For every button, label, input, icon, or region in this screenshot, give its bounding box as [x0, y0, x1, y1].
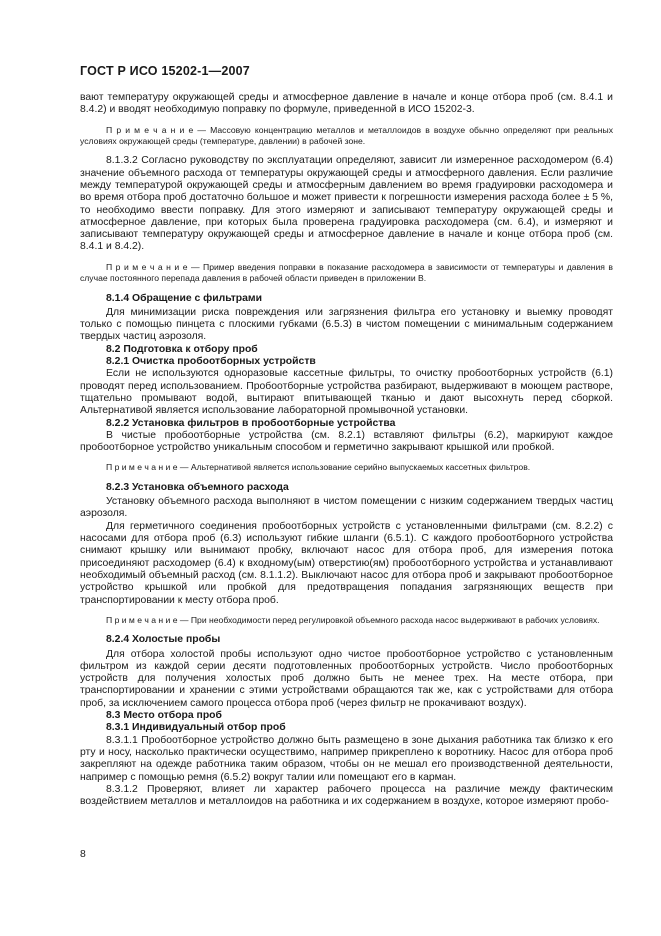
note-pump-conditioning: П р и м е ч а н и е — При необходимости перед регулировкой объемного расхода насос выдерживают в рабочих условиях.: [106, 614, 600, 625]
page-number: 8: [80, 849, 86, 860]
paragraph-8-1-3-2: 8.1.3.2 Согласно руководству по эксплуатации определяют, зависит ли измеренное расходомером (6.4) значение объемного расхода от температуры окружающей среды и атмосферного давления. Если различие между температурой окружающей среды и атмосферным давлением во время градуировки расходомера и во время отбора проб достаточно большое и может привести к погрешности измерения расхода более ± 5 %, то необходимо ввести поправку. Для этого измеряют и записывают температуру окружающей среды и атмосферное давление, при которых была проверена градуировка расходомера (см. 6.4), и измеряют и записывают температуру окружающей среды и атмосферное давление в начале и конце отбора проб (см. 8.4.1 и 8.4.2).: [80, 155, 613, 253]
heading-8-2-3: 8.2.3 Установка объемного расхода: [106, 481, 289, 493]
page-content: [80, 92, 613, 808]
document-header: ГОСТ Р ИСО 15202-1—2007: [80, 64, 250, 78]
paragraph-8-2-1: Если не используются одноразовые кассетные фильтры, то очистку пробоотборных устройств (6.1) проводят перед использованием. Пробоотборные устройства разбирают, выдерживают в моющем растворе, тщательно промывают водой, вытирают впитывающей тканью и дают высохнуть перед сборкой. Альтернативой является использование лабораторной промывочной установки.: [80, 368, 613, 417]
paragraph-8-3-1-2: 8.3.1.2 Проверяют, влияет ли характер рабочего процесса на различие между фактическим воздействием металлов и металлоидов на работника и их содержанием в воздухе, которое измеряют пробо-: [80, 783, 613, 808]
heading-8-1-4: 8.1.4 Обращение с фильтрами: [106, 292, 263, 304]
note-correction-example: П р и м е ч а н и е — Пример введения поправки в показание расходомера в зависимости от температуры и давления в случае постоянного перепада давления в рабочей области приведен в приложении В.: [80, 261, 613, 284]
heading-8-2: 8.2 Подготовка к отбору проб: [106, 343, 258, 355]
paragraph-8-2-3-b: Для герметичного соединения пробоотборных устройств с установленными фильтрами (см. 8.2.2) с насосами для отбора проб (6.3) используют гибкие шланги (6.5.1). С каждого пробоотборного устройства снимают крышку или вынимают пробку, включают насос для отбора проб, для измерения потока присоединяют расходомер (6.4) к входному(ым) отверстию(ям) пробоотборного устройства и устанавливают необходимый объемный расход (см. 8.1.1.2). Выключают насос для отбора проб и закрывают пробоотборное устройство крышкой или пробкой для предотвращения попадания загрязняющих веществ при транспортировании к месту отбора проб.: [80, 520, 613, 606]
paragraph-8-2-2: В чистые пробоотборные устройства (см. 8.2.1) вставляют фильтры (6.2), маркируют каждое пробоотборное устройство уникальным способом и герметично закрывают крышкой или пробкой.: [80, 429, 613, 454]
heading-8-3-1: 8.3.1 Индивидуальный отбор проб: [106, 722, 286, 734]
heading-8-2-2: 8.2.2 Установка фильтров в пробоотборные устройства: [106, 417, 396, 429]
note-mass-concentration: П р и м е ч а н и е — Массовую концентрацию металлов и металлоидов в воздухе обычно определяют при реальных условиях окружающей среды (температуре, давлении) в рабочей зоне.: [80, 124, 613, 146]
heading-8-2-4: 8.2.4 Холостые пробы: [106, 634, 221, 646]
paragraph-continuation: вают температуру окружающей среды и атмосферное давление в начале и конце отбора проб (см. 8.4.1 и 8.4.2) и вводят необходимую поправку по формуле, приведенной в ИСО 15202-3.: [80, 92, 613, 116]
paragraph-8-2-4: Для отбора холостой пробы используют одно чистое пробоотборное устройство с установленным фильтром из каждой серии десяти подготовленных пробоотборных устройств. Число пробоотборных устройств для получения холостых проб должно быть не менее трех. На месте отбора, при транспортировании и хранении с этими устройствами обращаются так же, как с устройствами для отбора проб, за исключением самого процесса отбора проб (через фильтр не прокачивают воздух).: [80, 648, 613, 709]
heading-8-3: 8.3 Место отбора проб: [106, 710, 222, 722]
paragraph-8-2-3-a: Установку объемного расхода выполняют в чистом помещении с низким содержанием твердых частиц аэрозоля.: [80, 496, 613, 520]
paragraph-8-3-1-1: 8.3.1.1 Пробоотборное устройство должно быть размещено в зоне дыхания работника так близко к его рту и носу, насколько практически осуществимо, например прикреплено к воротнику. Насос для отбора проб закрепляют на одежде работника таким образом, чтобы он не мешал его производственной деятельности, например с помощью ремня (6.5.2) вокруг талии или помещают его в карман.: [80, 734, 613, 783]
heading-8-2-1: 8.2.1 Очистка пробоотборных устройств: [106, 356, 316, 368]
paragraph-8-1-4: Для минимизации риска повреждения или загрязнения фильтра его установку и выемку проводят только с помощью пинцета с плоскими губками (6.5.3) в чистом помещении с минимальным содержанием твердых частиц аэрозоля.: [80, 306, 613, 343]
note-cassette-filters: П р и м е ч а н и е — Альтернативой является использование серийно выпускаемых кассетных фильтров.: [106, 462, 531, 473]
